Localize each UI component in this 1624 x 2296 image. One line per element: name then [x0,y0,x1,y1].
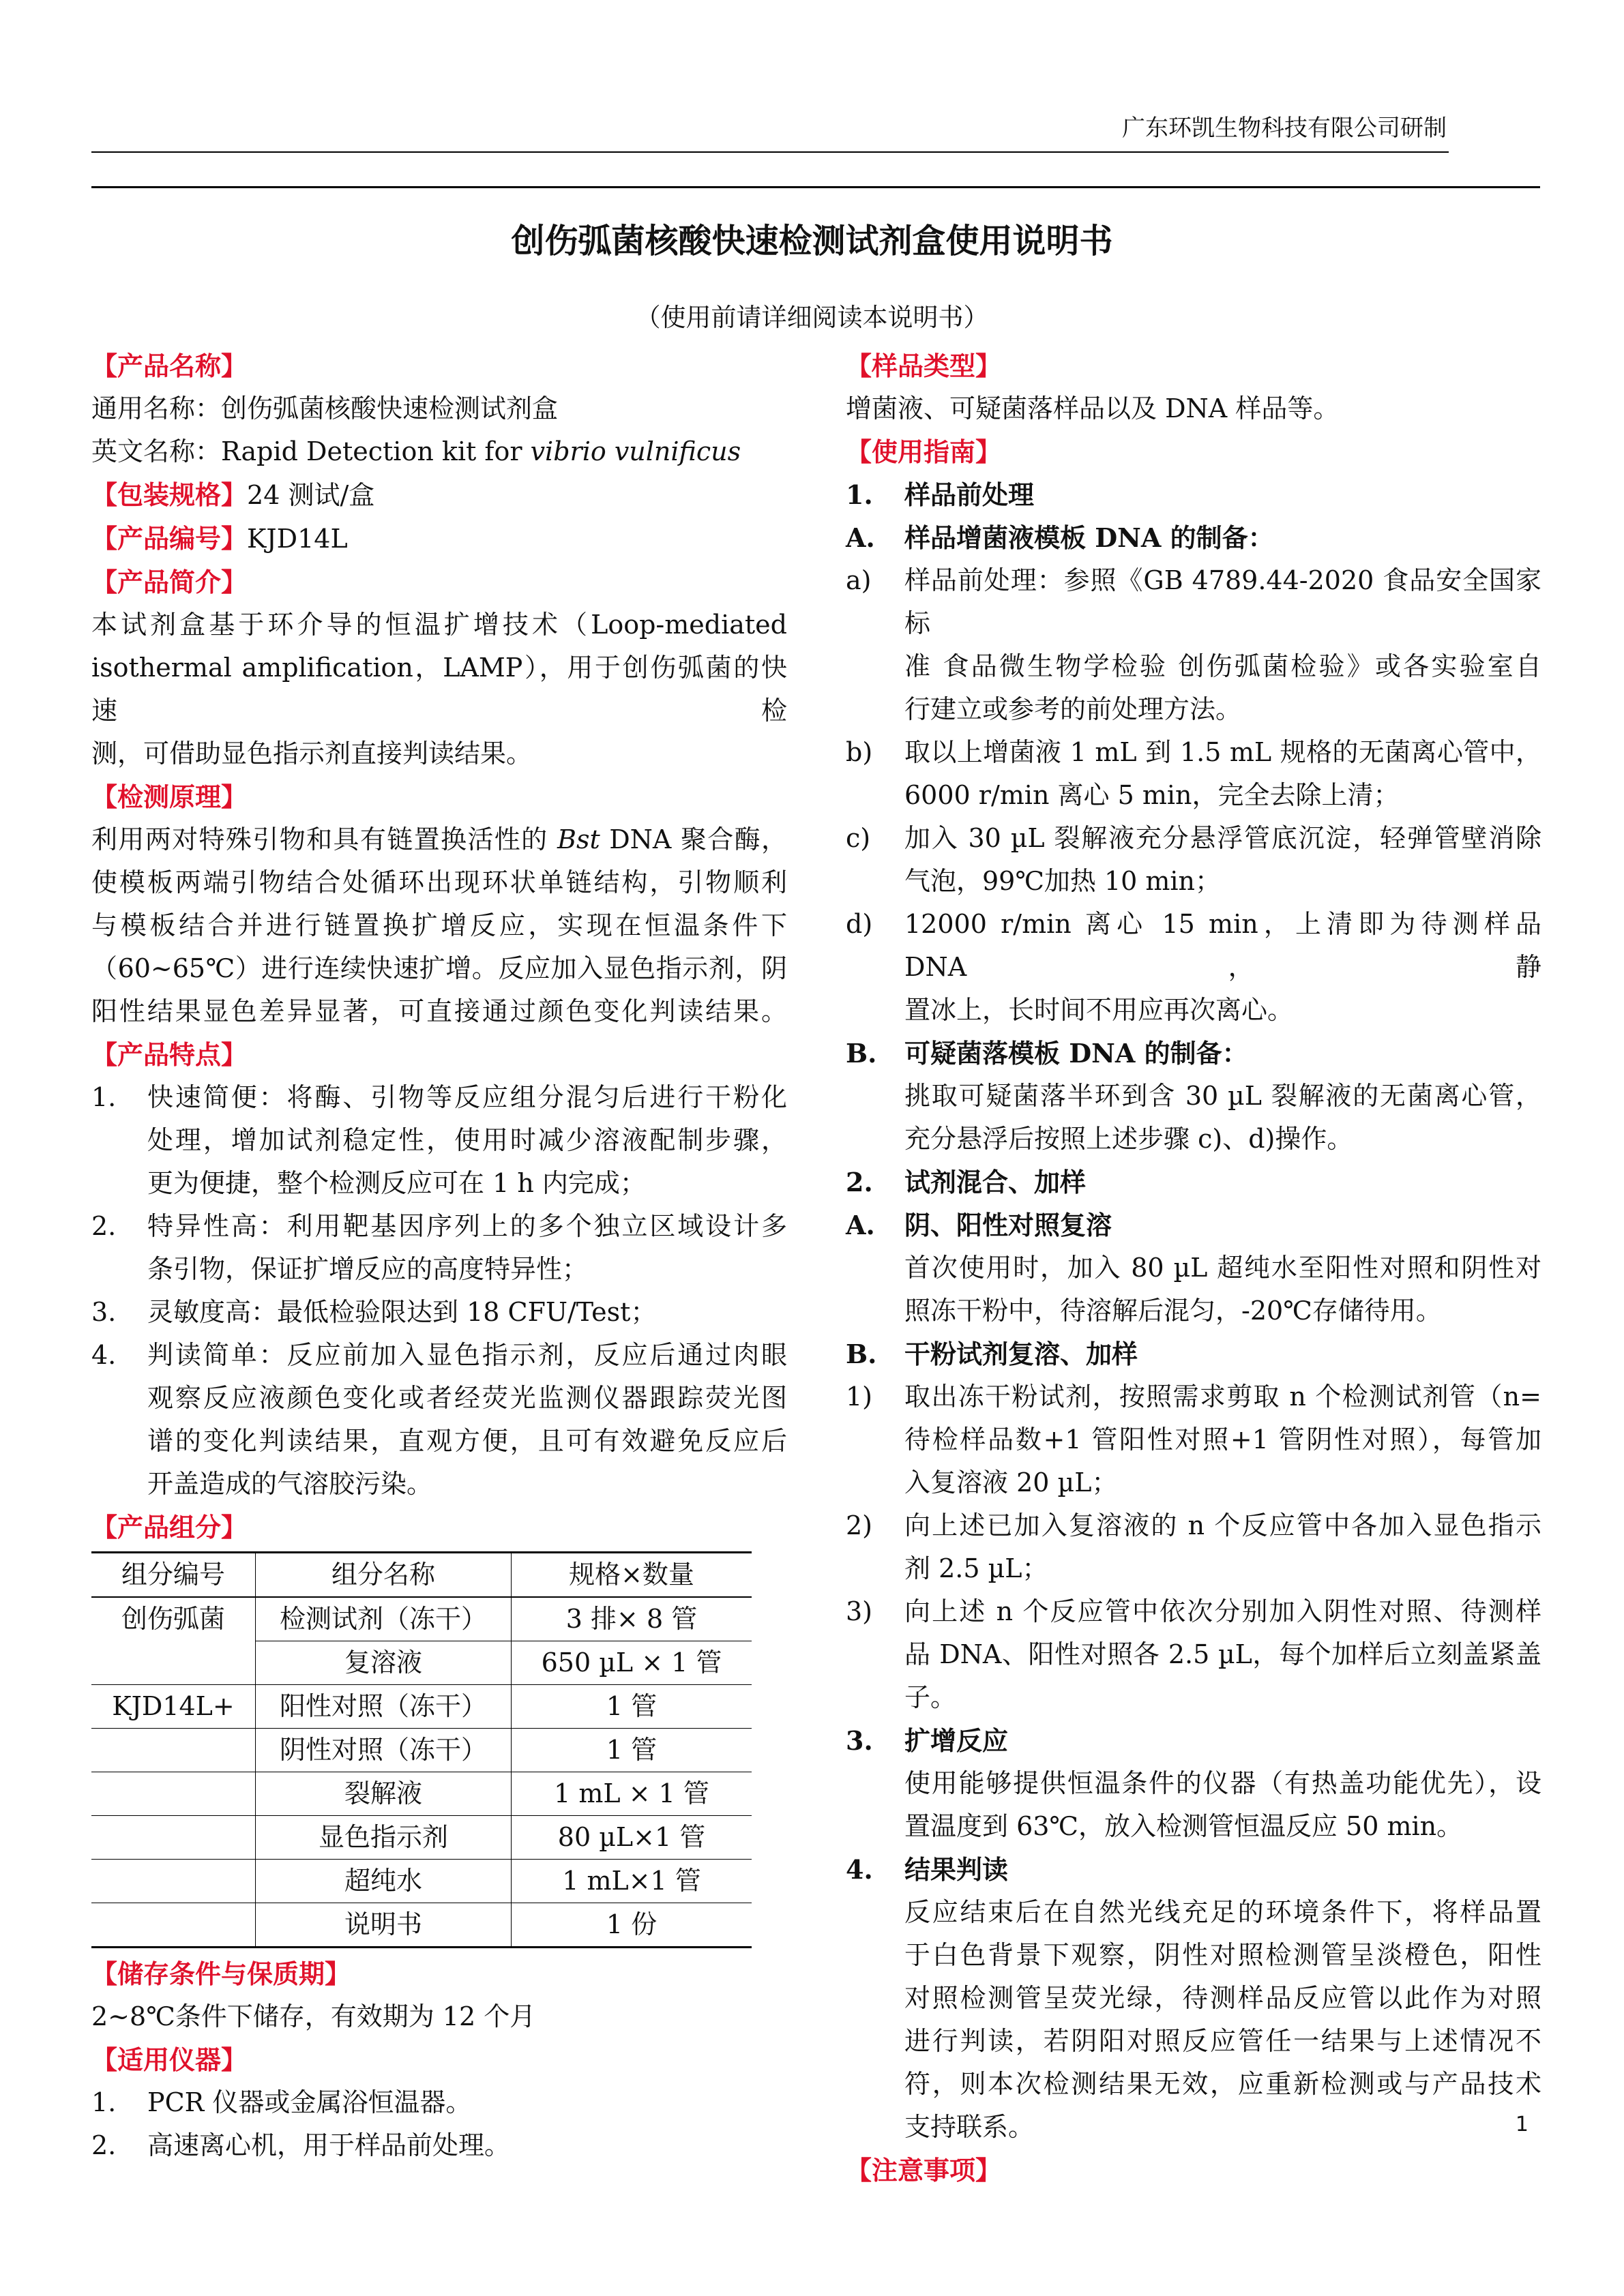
table-cell: 裂解液 [256,1772,512,1816]
item-number: 2. [91,1211,117,1241]
step-item [846,1375,1541,1504]
step-line: 符，则本次检测结果无效，应重新检测或与产品技术 [904,2069,1541,2099]
step-line: 行建立或参考的前处理方法。 [904,694,1242,724]
item-number: 1) [846,1382,873,1412]
step-line: 首次使用时，加入 80 µL 超纯水至阳性对照和阴性对 [904,1253,1541,1283]
table-header-cell: 组分编号 [91,1553,256,1598]
sample-type-value: 增菌液、可疑菌落样品以及 DNA 样品等。 [846,393,1340,423]
product-code [91,517,787,561]
feature-line: 特异性高：利用靶基因序列上的多个独立区域设计多 [147,1211,787,1241]
step-line: 取出冻干粉试剂，按照需求剪取 n 个检测试剂管（n= [904,1382,1541,1412]
step-title: 干粉试剂复溶、加样 [904,1339,1138,1369]
step-heading [846,1848,1541,1891]
table-row [91,1729,752,1772]
table-cell: 说明书 [256,1903,512,1948]
step-item [846,1590,1541,1719]
table-row [91,1597,752,1641]
item-number: 1. [91,1082,117,1112]
section-heading-guide: 【使用指南】 [846,436,1002,467]
table-cell [91,1816,256,1860]
spec-value: 24 测试/盒 [247,480,375,510]
intro-line: isothermal amplification，LAMP），用于创伤弧菌的快速检 [91,653,787,726]
left-column [91,344,787,2167]
step-heading [846,516,1541,559]
step-item [846,903,1541,1032]
feature-item [91,1291,787,1334]
step-line: 挑取可疑菌落半环到含 30 µL 裂解液的无菌离心管， [904,1081,1541,1111]
step-line: 照冻干粉中，待溶解后混匀，-20℃存储待用。 [904,1296,1442,1326]
step-line: 准 食品微生物学检验 创伤弧菌检验》或各实验室自 [904,651,1541,681]
feature-line: 谱的变化判读结果，直观方便，且可有效避免反应后 [147,1426,787,1456]
table-row [91,1772,752,1816]
table-cell: 阳性对照（冻干） [256,1685,512,1729]
step-number: B. [846,1038,877,1069]
table-cell [91,1729,256,1772]
step-heading [846,473,1541,516]
table-cell [91,1903,256,1948]
step-line: 对照检测管呈荧光绿，待测样品反应管以此作为对照 [904,1983,1541,2013]
section-heading-instruments: 【适用仪器】 [91,2044,248,2075]
section-heading-features: 【产品特点】 [91,1039,248,1070]
step-title: 可疑菌落模板 DNA 的制备： [904,1038,1248,1069]
feature-item [91,1076,787,1205]
english-name [91,430,787,473]
company-header: 广东环凯生物科技有限公司研制 [1122,115,1447,142]
components-table [91,1551,752,1948]
section-heading-code: 【产品编号】 [91,523,248,554]
feature-line: 灵敏度高：最低检验限达到 18 CFU/Test； [147,1297,657,1327]
section-heading-storage: 【储存条件与保质期】 [91,1958,351,1989]
english-name-prefix: 英文名称：Rapid Detection kit for [91,436,531,466]
table-header-cell: 规格×数量 [512,1553,752,1598]
table-cell: 超纯水 [256,1860,512,1903]
step-number: A. [846,522,875,553]
step-line: 置冰上，长时间不用应再次离心。 [904,995,1294,1025]
instrument-item [91,2081,787,2124]
document-subtitle: （使用前请详细阅读本说明书） [635,303,989,332]
step-line: 入复溶液 20 µL； [904,1467,1118,1497]
feature-line: 观察反应液颜色变化或者经荧光监测仪器跟踪荧光图 [147,1383,787,1413]
step-heading [846,1332,1541,1375]
header-rule-thick [91,186,1540,188]
step-heading [846,1204,1541,1247]
step-line: 取以上增菌液 1 mL 到 1.5 mL 规格的无菌离心管中， [904,737,1541,767]
step-title: 样品增菌液模板 DNA 的制备： [904,522,1274,553]
feature-item [91,1334,787,1506]
step-number: 3. [846,1725,873,1756]
feature-line: 快速简便：将酶、引物等反应组分混匀后进行干粉化 [147,1082,787,1112]
table-cell: 1 管 [512,1729,752,1772]
table-row [91,1816,752,1860]
step-heading [846,1719,1541,1762]
step-item [846,1504,1541,1590]
principle-line: 使模板两端引物结合处循环出现环状单链结构，引物顺利 [91,867,787,897]
step-line: 子。 [904,1682,957,1712]
instrument-text: 高速离心机，用于样品前处理。 [147,2130,511,2160]
section-heading-components: 【产品组分】 [91,1512,248,1542]
item-number: b) [846,737,873,767]
table-cell: 复溶液 [256,1641,512,1685]
storage-value: 2~8℃条件下储存，有效期为 12 个月 [91,2001,536,2031]
step-item [846,559,1541,731]
item-number: 2) [846,1510,873,1540]
table-cell: 1 mL×1 管 [512,1860,752,1903]
step-number: A. [846,1210,875,1240]
principle-text: DNA 聚合酶， [600,824,787,854]
page-number: 1 [1515,2113,1529,2136]
step-title: 样品前处理 [904,479,1035,510]
step-number: 2. [846,1167,873,1197]
step-line: 向上述已加入复溶液的 n 个反应管中各加入显色指示 [904,1510,1541,1540]
feature-line: 判读简单：反应前加入显色指示剂，反应后通过肉眼 [147,1340,787,1370]
feature-line: 处理，增加试剂稳定性，使用时减少溶液配制步骤， [147,1125,787,1155]
table-cell: KJD14L+ [91,1685,256,1729]
feature-line: 开盖造成的气溶胶污染。 [147,1469,433,1499]
step-line: 剂 2.5 µL； [904,1553,1048,1583]
step-line: 品 DNA、阳性对照各 2.5 µL，每个加样后立刻盖紧盖 [904,1639,1541,1669]
step-line: 于白色背景下观察，阴性对照检测管呈淡橙色，阳性 [904,1940,1541,1970]
step-heading [846,1032,1541,1075]
section-heading-intro: 【产品简介】 [91,567,248,597]
step-line: 12000 r/min 离心 15 min，上清即为待测样品 DNA，静 [904,909,1541,982]
table-row [91,1860,752,1903]
table-cell: 检测试剂（冻干） [256,1597,512,1641]
feature-line: 更为便捷，整个检测反应可在 1 h 内完成； [147,1168,646,1198]
step-line: 6000 r/min 离心 5 min，完全去除上清； [904,780,1400,810]
table-row [91,1903,752,1948]
step-heading [846,1161,1541,1204]
step-number: 4. [846,1854,873,1885]
section-heading-notes: 【注意事项】 [846,2155,1002,2186]
step-line: 充分悬浮后按照上述步骤 c)、d)操作。 [904,1124,1353,1154]
step-number: 1. [846,479,873,510]
table-header-cell: 组分名称 [256,1553,512,1598]
table-cell: 80 µL×1 管 [512,1816,752,1860]
table-cell: 1 份 [512,1903,752,1948]
step-number: B. [846,1339,877,1369]
principle-line: （60~65℃）进行连续快速扩增。反应加入显色指示剂，阴 [91,953,787,983]
step-line: 加入 30 µL 裂解液充分悬浮管底沉淀，轻弹管壁消除 [904,823,1541,853]
item-number: 4. [91,1340,117,1370]
step-title: 扩增反应 [904,1725,1009,1756]
step-line: 使用能够提供恒温条件的仪器（有热盖功能优先），设 [904,1768,1541,1798]
right-column [846,344,1541,2192]
step-line: 进行判读，若阴阳对照反应管任一结果与上述情况不 [904,2026,1541,2056]
section-heading-principle: 【检测原理】 [91,781,248,812]
table-cell: 显色指示剂 [256,1816,512,1860]
table-cell: 1 管 [512,1685,752,1729]
instrument-item [91,2124,787,2167]
table-cell: 1 mL × 1 管 [512,1772,752,1816]
intro-line: 本试剂盒基于环介导的恒温扩增技术（Loop-mediated [91,610,787,640]
step-title: 阴、阳性对照复溶 [904,1210,1112,1240]
item-number: 1. [91,2087,117,2117]
principle-line: 阳性结果显色差异显著，可直接通过颜色变化判读结果。 [91,996,787,1026]
table-row [91,1685,752,1729]
english-name-species: vibrio vulnificus [530,436,741,466]
generic-name: 通用名称：创伤弧菌核酸快速检测试剂盒 [91,393,559,423]
step-line: 气泡，99℃加热 10 min； [904,866,1222,896]
principle-text: 利用两对特殊引物和具有链置换活性的 [91,824,558,854]
step-item [846,731,1541,817]
step-line: 待检样品数+1 管阳性对照+1 管阴性对照），每管加 [904,1425,1541,1455]
section-heading-sample-type: 【样品类型】 [846,351,1002,381]
item-number: d) [846,909,873,939]
principle-line [91,818,787,861]
section-heading-product-name: 【产品名称】 [91,351,248,381]
item-number: 3. [91,1297,117,1327]
step-line: 置温度到 63℃，放入检测管恒温反应 50 min。 [904,1811,1463,1841]
table-cell [91,1860,256,1903]
section-heading-spec: 【包装规格】 [91,479,248,510]
table-cell: 创伤弧菌 [121,1604,225,1635]
table-cell [91,1641,256,1685]
table-cell: 阴性对照（冻干） [256,1729,512,1772]
step-title: 结果判读 [904,1854,1009,1885]
feature-item [91,1205,787,1291]
principle-line: 与模板结合并进行链置换扩增反应，实现在恒温条件下 [91,910,787,940]
table-cell [91,1772,256,1816]
table-header-row [91,1553,752,1598]
header-rule [91,151,1449,153]
item-number: 2. [91,2130,117,2160]
table-row [91,1641,752,1685]
item-number: c) [846,823,871,853]
step-line: 反应结束后在自然光线充足的环境条件下，将样品置 [904,1897,1541,1927]
step-line: 样品前处理：参照《GB 4789.44-2020 食品安全国家标 [904,565,1541,638]
item-number: a) [846,565,872,595]
package-spec [91,473,787,517]
code-value: KJD14L [247,524,348,554]
table-cell: 3 排× 8 管 [512,1597,752,1641]
principle-enzyme: Bst [557,824,600,854]
step-item [846,817,1541,903]
document-title: 创伤弧菌核酸快速检测试剂盒使用说明书 [511,221,1113,260]
intro-line: 测，可借助显色指示剂直接判读结果。 [91,739,533,769]
feature-line: 条引物，保证扩增反应的高度特异性； [147,1254,589,1284]
item-number: 3) [846,1596,873,1626]
step-line: 支持联系。 [904,2112,1035,2142]
step-title: 试剂混合、加样 [904,1167,1087,1197]
table-cell: 650 µL × 1 管 [512,1641,752,1685]
step-line: 向上述 n 个反应管中依次分别加入阴性对照、待测样 [904,1596,1541,1626]
instrument-text: PCR 仪器或金属浴恒温器。 [147,2087,472,2117]
